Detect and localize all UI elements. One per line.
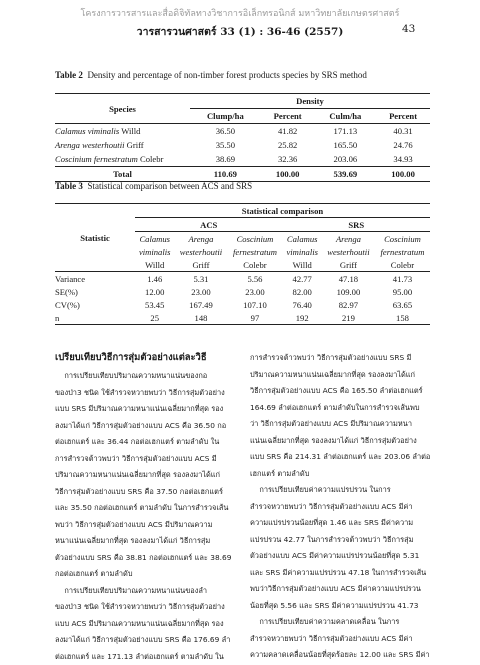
total-label: Total (55, 167, 190, 182)
table-cell: 23.00 (174, 285, 227, 298)
paragraph-line: ของป่า3 ชนิด ใช้สำรวจหวายพบว่า วิธีการสุ่มตัวอย่าง (55, 385, 235, 402)
table-cell: 24.76 (376, 138, 430, 152)
table-cell: 219 (322, 311, 375, 325)
species-header: Coscinium (227, 232, 282, 246)
table-cell: 539.69 (315, 167, 377, 182)
table-cell: 82.97 (322, 298, 375, 311)
table-cell: 76.40 (282, 298, 321, 311)
table-row (55, 138, 430, 152)
row-label: CV(%) (55, 298, 135, 311)
paragraph-line: การสำรวจต้าวพบว่า วิธีการสุ่มตัวอย่างแบบ SRS มี (250, 350, 430, 367)
table-cell: 5.31 (174, 272, 227, 286)
body-column-right (250, 350, 430, 664)
species-author-header: Colebr (375, 258, 430, 272)
species-author-header: Willd (135, 258, 174, 272)
paragraph-line: ลงมาได้แก่ วิธีการสุ่มตัวอย่างแบบ ACS คือ 36.50 กอ (55, 418, 235, 435)
species-author: Willd (121, 126, 140, 136)
table2-label: Table 2 (55, 70, 83, 80)
paragraph-line: การสำรวจต้าวพบว่า วิธีการสุ่มตัวอย่างแบบ ACS มี (55, 451, 235, 468)
table-cell: 100.00 (376, 167, 430, 182)
paragraph-line: พบว่าวิธีการสุ่มตัวอย่างแบบ ACS มีค่าความแปรปรวน (250, 581, 430, 598)
table3-label: Table 3 (55, 181, 83, 191)
species-name: Calamus viminalis (55, 126, 119, 136)
table-cell: 148 (174, 311, 227, 325)
species-author-header: Griff (322, 258, 375, 272)
table3-acs-header: ACS (135, 218, 282, 232)
table3-statistic-header: Statistic (55, 204, 135, 272)
table-cell: 1.46 (135, 272, 174, 286)
species-header: Arenga (322, 232, 375, 246)
row-label: n (55, 311, 135, 325)
paragraph-line: และ SRS มีค่าความแปรปรวน 47.18 ในการสำรวจเส้น (250, 565, 430, 582)
paragraph-line: น้อยที่สุด 5.56 และ SRS มีค่าความแปรปรวน 41.73 (250, 598, 430, 615)
table-cell: 110.69 (190, 167, 261, 182)
paragraph-line: ต่อเฮกแตร์ และ 36.44 กอต่อเฮกแตร์ ตามลำดับ ใน (55, 434, 235, 451)
table-cell: 95.00 (375, 285, 430, 298)
watermark-text: โครงการวารสารและสื่อดิจิทัลทางวิชาการอิเล็กทรอนิกส์ มหาวิทยาลัยเกษตรศาสตร์ (0, 6, 480, 20)
table-cell: 41.82 (261, 124, 315, 139)
table-cell: 165.50 (315, 138, 377, 152)
table3-caption (55, 181, 252, 191)
table2-col-header: Culm/ha (315, 109, 377, 124)
table-cell: 36.50 (190, 124, 261, 139)
page-number: 43 (402, 23, 415, 35)
species-header: westerhoutii (322, 245, 375, 258)
table-cell: 97 (227, 311, 282, 325)
paragraph-line: การเปรียบเทียบปริมาณความหนาแน่นของกอ (55, 368, 235, 385)
paragraph-line: การเปรียบเทียบปริมาณความหนาแน่นของลำ (55, 583, 235, 600)
species-author-header: Griff (174, 258, 227, 272)
table-cell: 34.93 (376, 152, 430, 167)
table-row (55, 285, 430, 298)
table-cell: 158 (375, 311, 430, 325)
table-cell: 42.77 (282, 272, 321, 286)
paragraph-line: สำรวจหวายพบว่า วิธีการสุ่มตัวอย่างแบบ ACS มีค่า (250, 499, 430, 516)
paragraph-line: พบว่า วิธีการสุ่มตัวอย่างแบบ ACS มีปริมาณความ (55, 517, 235, 534)
body-column-left (55, 368, 235, 665)
paragraph-line: วิธีการสุ่มตัวอย่างแบบ SRS คือ 37.50 กอต่อเฮกแตร์ (55, 484, 235, 501)
paragraph-line: ความแปรปรวนน้อยที่สุด 1.46 และ SRS มีค่าความ (250, 515, 430, 532)
table-cell: 25.82 (261, 138, 315, 152)
table3-group-header: Statistical comparison (135, 204, 430, 218)
paragraph-line: 164.69 ลำต่อเฮกแตร์ ตามลำดับในการสำรวจเส้นพบ (250, 400, 430, 417)
paragraph-line: ลงมาได้แก่ วิธีการสุ่มตัวอย่างแบบ SRS คือ 176.69 ลำ (55, 632, 235, 649)
table-row (55, 298, 430, 311)
section-heading: เปรียบเทียบวิธีการสุ่มตัวอย่างแต่ละวิธี (55, 350, 207, 365)
table-cell: 63.65 (375, 298, 430, 311)
table2-caption (55, 70, 367, 80)
species-author: Griff (127, 140, 144, 150)
paragraph-line: การเปรียบเทียบค่าความแปรปรวน ในการ (250, 482, 430, 499)
paragraph-line: กอต่อเฮกแตร์ ตามลำดับ (55, 566, 235, 583)
table-cell: 171.13 (315, 124, 377, 139)
table-row (55, 124, 430, 139)
table-cell: 203.06 (315, 152, 377, 167)
table3 (55, 203, 430, 325)
table-row (55, 152, 430, 167)
species-header: Calamus (282, 232, 321, 246)
paragraph-line: ต่อเฮกแตร์ และ 171.13 ลำต่อเฮกแตร์ ตามลำดับ ใน (55, 649, 235, 665)
species-header: viminalis (282, 245, 321, 258)
paragraph-line: การเปรียบเทียบค่าความคลาดเคลื่อน ในการ (250, 614, 430, 631)
paragraph-line: สำรวจหวายพบว่า วิธีการสุ่มตัวอย่างแบบ ACS มีค่า (250, 631, 430, 648)
table-cell: 12.00 (135, 285, 174, 298)
table-cell: 107.10 (227, 298, 282, 311)
paragraph-line: ปริมาณความหนาแน่นเฉลี่ยมากที่สุด รองลงมาได้แก่ (55, 467, 235, 484)
table-cell: 38.69 (190, 152, 261, 167)
species-name: Coscinium fernestratum (55, 154, 138, 164)
row-label: Variance (55, 272, 135, 286)
table-cell: 5.56 (227, 272, 282, 286)
table-cell: 53.45 (135, 298, 174, 311)
species-author-header: Colebr (227, 258, 282, 272)
species-header: fernestratum (375, 245, 430, 258)
table2-caption-text: Density and percentage of non-timber forest products species by SRS method (87, 70, 366, 80)
species-header: Coscinium (375, 232, 430, 246)
journal-title: วารสารวนศาสตร์ 33 (1) : 36-46 (2557) (0, 23, 480, 40)
paragraph-line: เฮกแตร์ ตามลำดับ (250, 466, 430, 483)
table2-density-header: Density (190, 94, 430, 109)
species-header: Calamus (135, 232, 174, 246)
paragraph-line: วิธีการสุ่มตัวอย่างแบบ ACS คือ 165.50 ลำต่อเฮกแตร์ (250, 383, 430, 400)
paragraph-line: ความคลาดเคลื่อนน้อยที่สุดร้อยละ 12.00 และ SRS มีค่า (250, 647, 430, 664)
table-cell: 35.50 (190, 138, 261, 152)
paragraph-line: ปริมาณความหนาแน่นเฉลี่ยมากที่สุด รองลงมาได้แก่ (250, 367, 430, 384)
species-name: Arenga westerhoutii (55, 140, 124, 150)
table2 (55, 93, 430, 182)
paragraph-line: ว่า วิธีการสุ่มตัวอย่างแบบ ACS มีปริมาณความหนา (250, 416, 430, 433)
species-author: Colebr (140, 154, 163, 164)
paragraph-line: ตัวอย่างแบบ ACS มีค่าความแปรปรวนน้อยที่สุด 5.31 (250, 548, 430, 565)
species-header: fernestratum (227, 245, 282, 258)
species-author-header: Willd (282, 258, 321, 272)
table-row (55, 272, 430, 286)
paragraph-line: และ 35.50 กอต่อเฮกแตร์ ตามลำดับ ในการสำรวจเส้น (55, 500, 235, 517)
paragraph-line: หนาแน่นเฉลี่ยมากที่สุด รองลงมาได้แก่ วิธีการสุ่ม (55, 533, 235, 550)
table2-species-header: Species (55, 94, 190, 124)
species-header: westerhoutii (174, 245, 227, 258)
table-cell: 40.31 (376, 124, 430, 139)
paragraph-line: แบบ SRS มีปริมาณความหนาแน่นเฉลี่ยมากที่สุด รอง (55, 401, 235, 418)
table-cell: 47.18 (322, 272, 375, 286)
table-cell: 192 (282, 311, 321, 325)
row-label: SE(%) (55, 285, 135, 298)
paragraph-line: ของป่า3 ชนิด ใช้สำรวจหวายพบว่า วิธีการสุ่มตัวอย่าง (55, 599, 235, 616)
table-cell: 167.49 (174, 298, 227, 311)
table-cell: 41.73 (375, 272, 430, 286)
table-row (55, 311, 430, 325)
table-cell: 100.00 (261, 167, 315, 182)
table2-col-header: Clump/ha (190, 109, 261, 124)
table3-caption-text: Statistical comparison between ACS and SRS (87, 181, 252, 191)
table3-srs-header: SRS (282, 218, 430, 232)
table-cell: 23.00 (227, 285, 282, 298)
table2-col-header: Percent (376, 109, 430, 124)
species-header: Arenga (174, 232, 227, 246)
table-cell: 82.00 (282, 285, 321, 298)
paragraph-line: แน่นเฉลี่ยมากที่สุด รองลงมาได้แก่ วิธีการสุ่มตัวอย่าง (250, 433, 430, 450)
paragraph-line: แปรปรวน 42.77 ในการสำรวจต้าวพบว่า วิธีการสุ่ม (250, 532, 430, 549)
species-header: viminalis (135, 245, 174, 258)
table-cell: 109.00 (322, 285, 375, 298)
table-cell: 25 (135, 311, 174, 325)
table-cell: 32.36 (261, 152, 315, 167)
paragraph-line: ตัวอย่างแบบ SRS คือ 38.81 กอต่อเฮกแตร์ และ 38.69 (55, 550, 235, 567)
paragraph-line: แบบ SRS คือ 214.31 ลำต่อเฮกแตร์ และ 203.06 ลำต่อ (250, 449, 430, 466)
table2-col-header: Percent (261, 109, 315, 124)
paragraph-line: แบบ ACS มีปริมาณความหนาแน่นเฉลี่ยมากที่สุด รอง (55, 616, 235, 633)
table-total-row (55, 167, 430, 182)
